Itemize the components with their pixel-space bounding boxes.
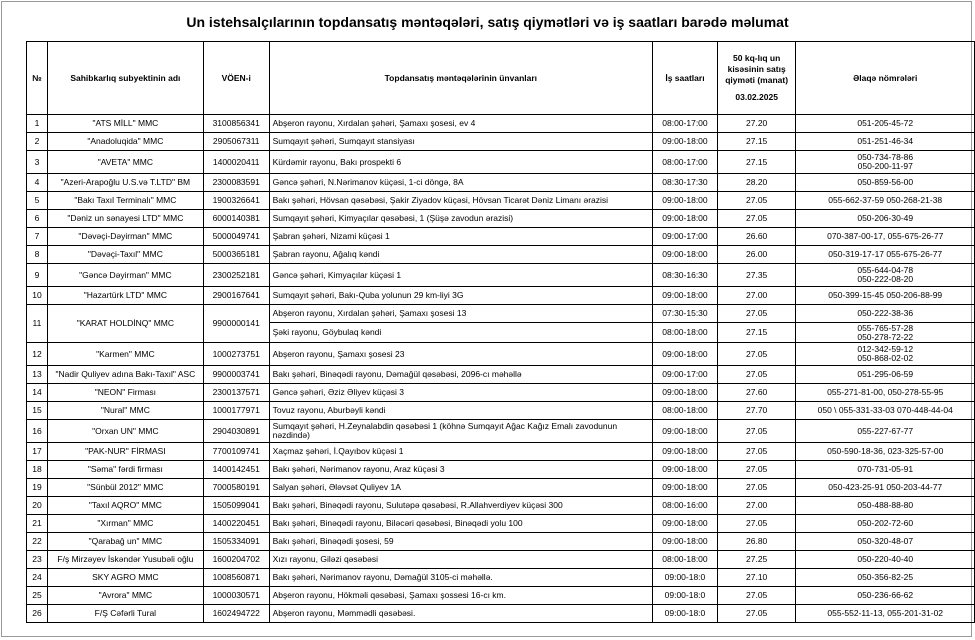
cell-num: 25 [27, 587, 48, 605]
table-row [27, 420, 975, 443]
cell-subject: "Bakı Taxıl Terminalı" MMC [47, 192, 203, 210]
table-body [27, 115, 975, 623]
cell-address: Gəncə şəhəri, Əziz Əliyev küçəsi 3 [269, 384, 652, 402]
cell-hours: 09:00-18:0 [653, 605, 718, 623]
cell-phone: 055-644-04-78 050-222-08-20 [796, 264, 975, 287]
cell-hours: 09:00-18:00 [653, 533, 718, 551]
cell-address: Bakı şəhəri, Nərimanov rayonu, Araz küçəsi 3 [269, 461, 652, 479]
table-row [27, 384, 975, 402]
cell-subject: "Avrora" MMC [47, 587, 203, 605]
cell-num: 17 [27, 443, 48, 461]
table-row [27, 461, 975, 479]
page-title: Un istehsalçılarının topdansatış məntəqələri, satış qiymətləri və iş saatları barədə məlumat [186, 14, 789, 30]
cell-num: 8 [27, 246, 48, 264]
cell-num: 21 [27, 515, 48, 533]
cell-voen: 7700109741 [203, 443, 269, 461]
cell-voen: 2300137571 [203, 384, 269, 402]
cell-hours: 09:00-18:00 [653, 420, 718, 443]
cell-hours: 09:00-17:00 [653, 366, 718, 384]
cell-num: 23 [27, 551, 48, 569]
cell-price: 27.05 [717, 343, 796, 366]
table-row [27, 246, 975, 264]
cell-phone: 050-206-30-49 [796, 210, 975, 228]
cell-subject: "Nadir Quliyev adına Bakı-Taxıl" ASC [47, 366, 203, 384]
cell-hours: 09:00-18:00 [653, 443, 718, 461]
table-row [27, 605, 975, 623]
table-header-row [27, 42, 975, 115]
cell-price: 27.05 [717, 305, 796, 323]
cell-voen: 1400020411 [203, 151, 269, 174]
cell-phone: 070-387-00-17, 055-675-26-77 [796, 228, 975, 246]
cell-price: 27.05 [717, 192, 796, 210]
cell-subject: "PAK-NUR" FİRMASI [47, 443, 203, 461]
header-phones: Əlaqə nömrələri [796, 42, 975, 115]
cell-price: 27.20 [717, 115, 796, 133]
cell-address: Şabran rayonu, Ağalıq kəndi [269, 246, 652, 264]
cell-phone: 012-342-59-12 050-868-02-02 [796, 343, 975, 366]
cell-hours: 07:30-15:30 [653, 305, 718, 323]
cell-address: Abşeron rayonu, Şamaxı şosesi 23 [269, 343, 652, 366]
table-row [27, 551, 975, 569]
cell-subject: "Dəniz un sənayesi LTD" MMC [47, 210, 203, 228]
cell-address: Xaçmaz şəhəri, İ.Qayıbov küçəsi 1 [269, 443, 652, 461]
cell-voen: 9900000141 [203, 305, 269, 343]
cell-price: 27.15 [717, 151, 796, 174]
cell-phone: 051-295-06-59 [796, 366, 975, 384]
cell-num: 15 [27, 402, 48, 420]
cell-phone: 051-205-45-72 [796, 115, 975, 133]
cell-phone: 050-236-66-62 [796, 587, 975, 605]
table-row [27, 115, 975, 133]
header-num: № [27, 42, 48, 115]
cell-subject: "Gəncə Dəyirman" MMC [47, 264, 203, 287]
cell-subject: "Anadoluqida" MMC [47, 133, 203, 151]
cell-voen: 2300083591 [203, 174, 269, 192]
cell-voen: 1008560871 [203, 569, 269, 587]
cell-hours: 08:00-16:00 [653, 497, 718, 515]
cell-hours: 09:00-18:00 [653, 515, 718, 533]
cell-num: 22 [27, 533, 48, 551]
cell-phone: 050-356-82-25 [796, 569, 975, 587]
cell-subject: F/ş Mirzəyev İskəndər Yusubəli oğlu [47, 551, 203, 569]
table-row [27, 192, 975, 210]
cell-price: 27.05 [717, 461, 796, 479]
cell-phone: 050-488-88-80 [796, 497, 975, 515]
cell-phone: 050-734-78-86 050-200-11-97 [796, 151, 975, 174]
cell-num: 12 [27, 343, 48, 366]
cell-phone: 055-271-81-00, 050-278-55-95 [796, 384, 975, 402]
cell-voen: 1505099041 [203, 497, 269, 515]
cell-address: Gəncə şəhəri, N.Nərimanov küçəsi, 1-ci döngə, 8A [269, 174, 652, 192]
cell-hours: 09:00-18:00 [653, 192, 718, 210]
cell-price: 27.25 [717, 551, 796, 569]
cell-hours: 09:00-17:00 [653, 228, 718, 246]
cell-voen: 2904030891 [203, 420, 269, 443]
table-row [27, 515, 975, 533]
cell-hours: 09:00-18:0 [653, 569, 718, 587]
cell-phone: 050-590-18-36, 023-325-57-00 [796, 443, 975, 461]
cell-subject: "Dəvəçi-Dəyirman" MMC [47, 228, 203, 246]
cell-voen: 1400142451 [203, 461, 269, 479]
cell-price: 27.05 [717, 443, 796, 461]
cell-address: Salyan şəhəri, Ələvsət Quliyev 1A [269, 479, 652, 497]
cell-num: 7 [27, 228, 48, 246]
cell-voen: 1600204702 [203, 551, 269, 569]
table-row [27, 479, 975, 497]
cell-hours: 09:00-18:0 [653, 587, 718, 605]
cell-address: Abşeron rayonu, Xırdalan şəhəri, Şamaxı şosesi 13 [269, 305, 652, 323]
cell-num: 11 [27, 305, 48, 343]
cell-price: 27.10 [717, 569, 796, 587]
table-row [27, 151, 975, 174]
cell-voen: 2905067311 [203, 133, 269, 151]
header-hours: İş saatları [653, 42, 718, 115]
cell-subject: "ATS MİLL" MMC [47, 115, 203, 133]
cell-price: 26.80 [717, 533, 796, 551]
table-row [27, 533, 975, 551]
cell-address: Abşeron rayonu, Hökməli qəsəbəsi, Şamaxı şossesi 16-cı km. [269, 587, 652, 605]
cell-phone: 051-251-46-34 [796, 133, 975, 151]
cell-voen: 3100856341 [203, 115, 269, 133]
cell-price: 27.15 [717, 133, 796, 151]
cell-price: 27.60 [717, 384, 796, 402]
table-row [27, 287, 975, 305]
cell-price: 27.35 [717, 264, 796, 287]
cell-phone: 055-765-57-28 050-278-72-22 [796, 323, 975, 343]
cell-voen: 5000049741 [203, 228, 269, 246]
cell-voen: 1000030571 [203, 587, 269, 605]
cell-phone: 050-320-48-07 [796, 533, 975, 551]
cell-subject: F/Ş Cəfərli Tural [47, 605, 203, 623]
cell-address: Gəncə şəhəri, Kimyaçılar küçəsi 1 [269, 264, 652, 287]
cell-price: 27.05 [717, 515, 796, 533]
cell-phone: 050-319-17-17 055-675-26-77 [796, 246, 975, 264]
cell-hours: 08:00-18:00 [653, 551, 718, 569]
header-price-date: 03.02.2025 [735, 92, 778, 102]
cell-voen: 2300252181 [203, 264, 269, 287]
cell-hours: 09:00-18:00 [653, 343, 718, 366]
cell-address: Sumqayıt şəhəri, H.Zeynalabdin qəsəbəsi 1 (köhnə Sumqayıt Ağac Kağız Emalı zavodunun nəzdində) [269, 420, 652, 443]
cell-voen: 1000273751 [203, 343, 269, 366]
cell-address: Xızı rayonu, Giləzi qəsəbəsi [269, 551, 652, 569]
table-row [27, 366, 975, 384]
cell-price: 28.20 [717, 174, 796, 192]
table-row [27, 305, 975, 323]
cell-subject: "Karmen" MMC [47, 343, 203, 366]
cell-num: 10 [27, 287, 48, 305]
cell-price: 27.05 [717, 587, 796, 605]
cell-address: Abşeron rayonu, Xırdalan şəhəri, Şamaxı şosesi, ev 4 [269, 115, 652, 133]
table-row [27, 443, 975, 461]
cell-hours: 09:00-18:00 [653, 246, 718, 264]
cell-subject: "Dəvəçi-Taxıl" MMC [47, 246, 203, 264]
cell-hours: 09:00-18:00 [653, 287, 718, 305]
cell-price: 27.05 [717, 479, 796, 497]
cell-subject: "Səma" fərdi firması [47, 461, 203, 479]
cell-address: Şabran şəhəri, Nizami küçəsi 1 [269, 228, 652, 246]
cell-price: 27.00 [717, 287, 796, 305]
cell-subject: "KARAT HOLDİNQ" MMC [47, 305, 203, 343]
cell-subject: "Taxıl AQRO" MMC [47, 497, 203, 515]
cell-hours: 09:00-18:00 [653, 461, 718, 479]
cell-address: Bakı şəhəri, Binəqədi şosesi, 59 [269, 533, 652, 551]
cell-subject: "Orxan UN" MMC [47, 420, 203, 443]
cell-subject: "Xırman" MMC [47, 515, 203, 533]
cell-address: Abşeron rayonu, Məmmədli qəsəbəsi. [269, 605, 652, 623]
cell-price: 26.60 [717, 228, 796, 246]
cell-price: 27.05 [717, 210, 796, 228]
cell-price: 26.00 [717, 246, 796, 264]
cell-phone: 070-731-05-91 [796, 461, 975, 479]
cell-voen: 5000365181 [203, 246, 269, 264]
cell-phone: 055-552-11-13, 055-201-31-02 [796, 605, 975, 623]
cell-num: 26 [27, 605, 48, 623]
cell-subject: "Hazartürk LTD" MMC [47, 287, 203, 305]
cell-num: 18 [27, 461, 48, 479]
cell-hours: 08:00-17:00 [653, 151, 718, 174]
cell-phone: 050-423-25-91 050-203-44-77 [796, 479, 975, 497]
cell-hours: 08:30-16:30 [653, 264, 718, 287]
cell-address: Bakı şəhəri, Hövsan qəsəbəsi, Şakir Ziyadov küçəsi, Hövsan Ticarət Dəniz Limanı ərazisi [269, 192, 652, 210]
cell-voen: 9900003741 [203, 366, 269, 384]
cell-price: 27.70 [717, 402, 796, 420]
outlets-table [26, 41, 975, 623]
cell-address: Şəki rayonu, Göybulaq kəndi [269, 323, 652, 343]
cell-num: 4 [27, 174, 48, 192]
table-row [27, 228, 975, 246]
cell-address: Bakı şəhəri, Binəqədi rayonu, Biləcəri qəsəbəsi, Binəqədi yolu 100 [269, 515, 652, 533]
cell-address: Bakı şəhəri, Nərimanov rayonu, Dəmağül 3105-ci məhəllə. [269, 569, 652, 587]
cell-price: 27.05 [717, 420, 796, 443]
cell-hours: 08:00-18:00 [653, 402, 718, 420]
cell-subject: "Qarabağ un" MMC [47, 533, 203, 551]
cell-phone: 050-222-38-36 [796, 305, 975, 323]
cell-num: 14 [27, 384, 48, 402]
cell-price: 27.15 [717, 323, 796, 343]
cell-phone: 050-859-56-00 [796, 174, 975, 192]
cell-phone: 050 \ 055-331-33-03 070-448-44-04 [796, 402, 975, 420]
cell-price: 27.05 [717, 605, 796, 623]
cell-subject: "NEON" Firması [47, 384, 203, 402]
cell-num: 6 [27, 210, 48, 228]
header-price-label: 50 kq-lıq un kisəsinin satış qiyməti (manat) [725, 53, 789, 85]
cell-voen: 6000140381 [203, 210, 269, 228]
cell-phone: 050-202-72-60 [796, 515, 975, 533]
cell-voen: 1505334091 [203, 533, 269, 551]
cell-num: 1 [27, 115, 48, 133]
cell-hours: 08:00-18:00 [653, 323, 718, 343]
cell-address: Kürdəmir rayonu, Bakı prospekti 6 [269, 151, 652, 174]
cell-num: 13 [27, 366, 48, 384]
cell-phone: 050-220-40-40 [796, 551, 975, 569]
cell-hours: 09:00-18:00 [653, 479, 718, 497]
cell-subject: "Azeri-Arapoğlu U.S.və T.LTD" BM [47, 174, 203, 192]
cell-voen: 2900167641 [203, 287, 269, 305]
cell-voen: 1000177971 [203, 402, 269, 420]
header-address: Topdansatış məntəqələrinin ünvanları [269, 42, 652, 115]
header-price [717, 42, 796, 115]
cell-hours: 09:00-18:00 [653, 133, 718, 151]
cell-hours: 09:00-18:00 [653, 384, 718, 402]
cell-hours: 09:00-18:00 [653, 210, 718, 228]
header-subject: Sahibkarlıq subyektinin adı [47, 42, 203, 115]
cell-voen: 1400220451 [203, 515, 269, 533]
header-voen: VÖEN-i [203, 42, 269, 115]
cell-subject: "Nural" MMC [47, 402, 203, 420]
cell-hours: 08:00-17:00 [653, 115, 718, 133]
table-row [27, 497, 975, 515]
cell-address: Bakı şəhəri, Binəqədi rayonu, Sulutəpə qəsəbəsi, R.Allahverdiyev küçəsi 300 [269, 497, 652, 515]
cell-num: 2 [27, 133, 48, 151]
cell-price: 27.00 [717, 497, 796, 515]
table-row [27, 343, 975, 366]
table-row [27, 587, 975, 605]
table-row [27, 133, 975, 151]
cell-price: 27.05 [717, 366, 796, 384]
table-row [27, 264, 975, 287]
cell-voen: 1900326641 [203, 192, 269, 210]
cell-phone: 055-662-37-59 050-268-21-38 [796, 192, 975, 210]
table-row [27, 174, 975, 192]
cell-num: 16 [27, 420, 48, 443]
cell-address: Sumqayıt şəhəri, Kimyaçılar qəsəbəsi, 1 (Şüşə zavodun ərazisi) [269, 210, 652, 228]
table-row [27, 402, 975, 420]
cell-num: 20 [27, 497, 48, 515]
cell-phone: 055-227-67-77 [796, 420, 975, 443]
cell-num: 5 [27, 192, 48, 210]
table-row [27, 210, 975, 228]
cell-voen: 7000580191 [203, 479, 269, 497]
cell-num: 19 [27, 479, 48, 497]
cell-address: Tovuz rayonu, Aburbəyli kəndi [269, 402, 652, 420]
cell-address: Bakı şəhəri, Binəqədi rayonu, Dəmağül qəsəbəsi, 2096-cı məhəllə [269, 366, 652, 384]
cell-subject: "Sünbül 2012" MMC [47, 479, 203, 497]
cell-subject: SKY AGRO MMC [47, 569, 203, 587]
table-row [27, 569, 975, 587]
cell-address: Sumqayıt şəhəri, Sumqayıt stansiyası [269, 133, 652, 151]
cell-num: 24 [27, 569, 48, 587]
cell-voen: 1602494722 [203, 605, 269, 623]
cell-phone: 050-399-15-45 050-206-88-99 [796, 287, 975, 305]
cell-hours: 08:30-17:30 [653, 174, 718, 192]
cell-address: Sumqayıt şəhəri, Bakı-Quba yolunun 29 km-liyi 3G [269, 287, 652, 305]
cell-subject: "AVETA" MMC [47, 151, 203, 174]
cell-num: 3 [27, 151, 48, 174]
cell-num: 9 [27, 264, 48, 287]
